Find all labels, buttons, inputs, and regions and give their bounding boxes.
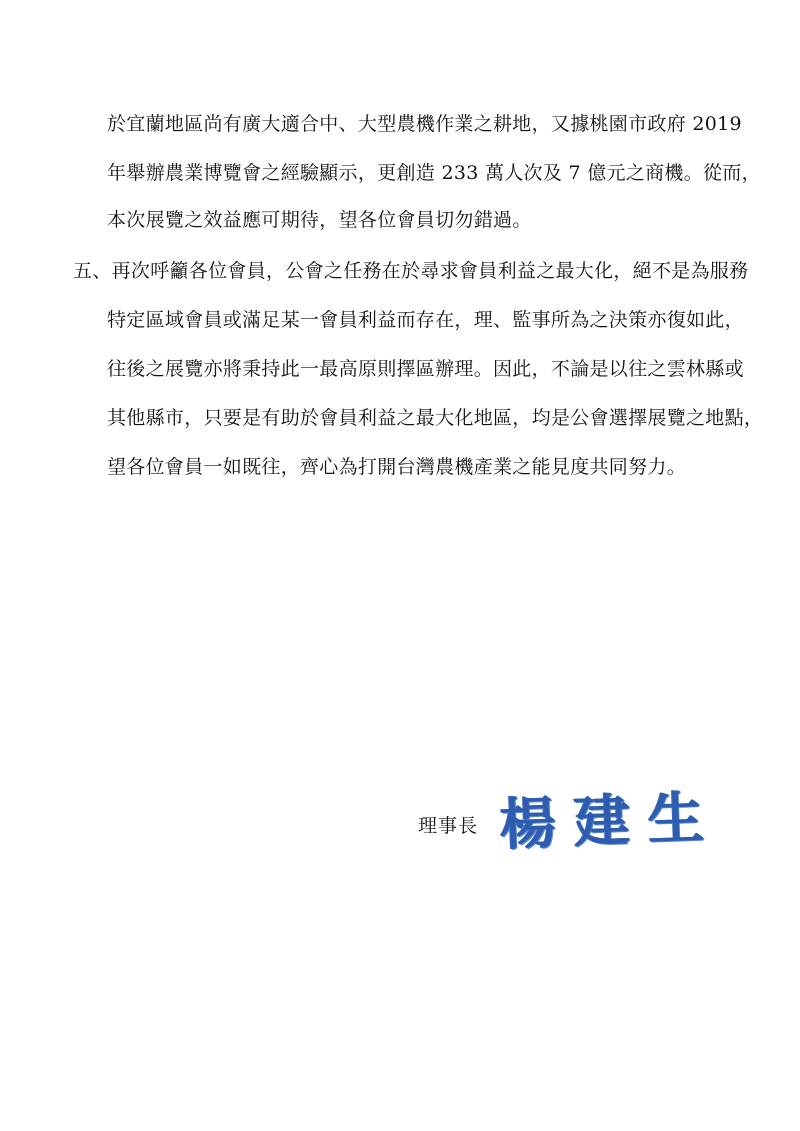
paragraph-line: 特定區域會員或滿足某一會員利益而存在，理、監事所為之決策亦復如此， bbox=[107, 309, 744, 331]
paragraph-line: 其他縣市，只要是有助於會員利益之最大化地區，均是公會選擇展覽之地點， bbox=[107, 407, 764, 429]
paragraph-line: 往後之展覽亦將秉持此一最高原則擇區辦理。因此，不論是以往之雲林縣或 bbox=[107, 358, 744, 380]
handwritten-signature: 楊建生 bbox=[498, 784, 724, 858]
paragraph-line: 年舉辦農業博覽會之經驗顯示，更創造 233 萬人次及 7 億元之商機。從而， bbox=[107, 162, 761, 184]
list-item-five-line: 五、再次呼籲各位會員，公會之任務在於尋求會員利益之最大化，絕不是為服務 bbox=[73, 260, 749, 282]
paragraph-line: 望各位會員一如既往，齊心為打開台灣農機產業之能見度共同努力。 bbox=[107, 456, 687, 478]
paragraph-line: 本次展覽之效益應可期待，望各位會員切勿錯過。 bbox=[107, 209, 532, 231]
paragraph-line: 於宜蘭地區尚有廣大適合中、大型農機作業之耕地，又據桃園市政府 2019 bbox=[107, 113, 742, 135]
signatory-title: 理事長 bbox=[418, 815, 479, 837]
signature-block bbox=[418, 784, 738, 870]
